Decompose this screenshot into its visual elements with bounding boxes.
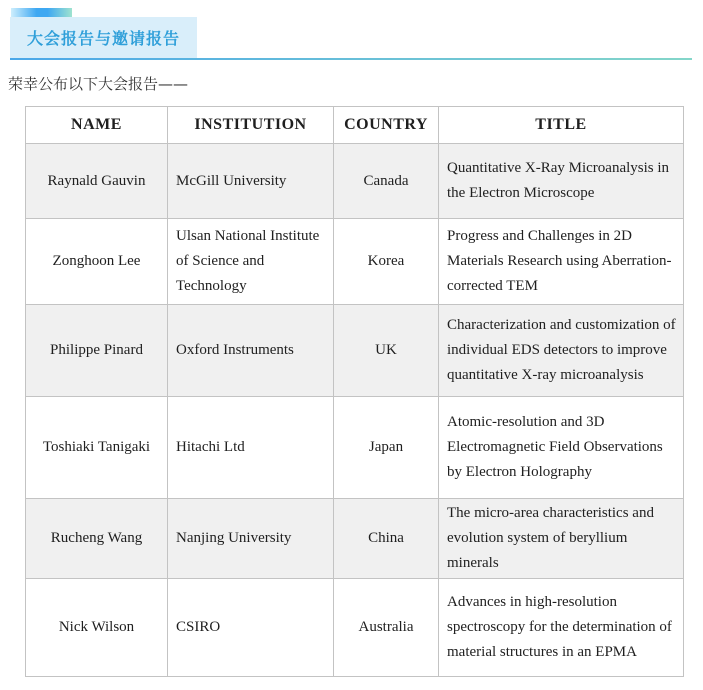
table-row xyxy=(26,579,684,677)
cell-country: Canada xyxy=(334,144,439,219)
column-header-title: TITLE xyxy=(439,107,684,144)
column-header-institution: INSTITUTION xyxy=(168,107,334,144)
speakers-table xyxy=(25,106,684,677)
cell-country: UK xyxy=(334,305,439,397)
cell-title: Progress and Challenges in 2D Materials Research using Aberration-corrected TEM xyxy=(439,219,684,305)
table-row xyxy=(26,499,684,579)
table-row xyxy=(26,397,684,499)
cell-name: Raynald Gauvin xyxy=(26,144,168,219)
cell-institution: Hitachi Ltd xyxy=(168,397,334,499)
intro-text: 荣幸公布以下大会报告—— xyxy=(8,75,189,93)
table-header-row xyxy=(26,107,684,144)
cell-title: Atomic-resolution and 3D Electromagnetic Field Observations by Electron Holography xyxy=(439,397,684,499)
cell-country: China xyxy=(334,499,439,579)
cell-country: Korea xyxy=(334,219,439,305)
cell-title: The micro-area characteristics and evolution system of beryllium minerals xyxy=(439,499,684,579)
cell-name: Zonghoon Lee xyxy=(26,219,168,305)
cell-country: Japan xyxy=(334,397,439,499)
cell-title: Advances in high-resolution spectroscopy for the determination of material structures in an EPMA xyxy=(439,579,684,677)
accent-bar xyxy=(11,8,72,17)
cell-country: Australia xyxy=(334,579,439,677)
cell-name: Nick Wilson xyxy=(26,579,168,677)
table-body xyxy=(26,144,684,677)
column-header-name: NAME xyxy=(26,107,168,144)
table-row xyxy=(26,144,684,219)
cell-institution: Nanjing University xyxy=(168,499,334,579)
section-header xyxy=(10,17,692,60)
table-row xyxy=(26,219,684,305)
cell-title: Quantitative X-Ray Microanalysis in the Electron Microscope xyxy=(439,144,684,219)
cell-institution: Oxford Instruments xyxy=(168,305,334,397)
cell-title: Characterization and customization of individual EDS detectors to improve quantitative X-ray microanalysis xyxy=(439,305,684,397)
cell-name: Rucheng Wang xyxy=(26,499,168,579)
cell-name: Philippe Pinard xyxy=(26,305,168,397)
cell-institution: Ulsan National Institute of Science and Technology xyxy=(168,219,334,305)
cell-institution: McGill University xyxy=(168,144,334,219)
column-header-country: COUNTRY xyxy=(334,107,439,144)
section-title: 大会报告与邀请报告 xyxy=(10,17,197,58)
cell-name: Toshiaki Tanigaki xyxy=(26,397,168,499)
table-row xyxy=(26,305,684,397)
cell-institution: CSIRO xyxy=(168,579,334,677)
